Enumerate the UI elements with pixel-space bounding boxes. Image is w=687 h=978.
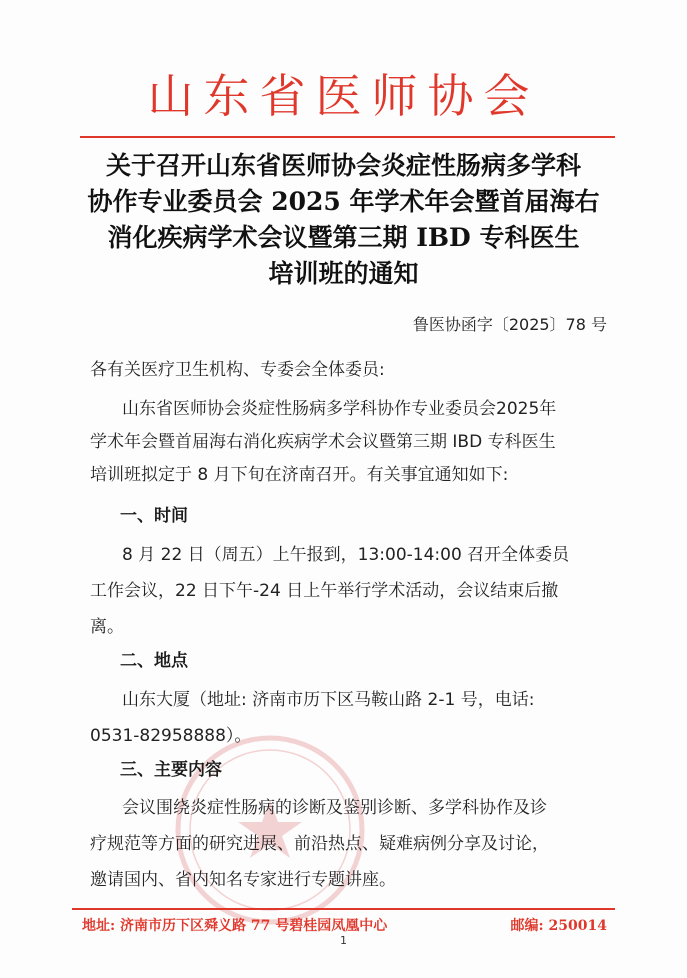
section-heading-location: 二、地点	[120, 651, 188, 671]
footer-postcode: 邮编: 250014	[510, 918, 607, 934]
paragraph-line: 山东大厦（地址: 济南市历下区马鞍山路 2-1 号，电话:	[122, 690, 535, 710]
paragraph-line: 疗规范等方面的研究进展、前沿热点、疑难病例分享及讨论，	[90, 834, 549, 854]
paragraph-line: 山东省医师协会炎症性肠病多学科协作专业委员会2025年	[122, 399, 557, 419]
paragraph-line: 培训班拟定于 8 月下旬在济南召开。有关事宜通知如下:	[90, 465, 509, 485]
paragraph-line: 离。	[90, 617, 124, 637]
title-line: 培训班的通知	[268, 259, 419, 288]
salutation-text: 各有关医疗卫生机构、专委会全体委员:	[90, 360, 385, 380]
section-heading-time: 一、时间	[120, 506, 188, 526]
document-title	[60, 148, 627, 292]
org-letterhead-title: 山东省医师协会	[147, 69, 540, 123]
document-number: 鲁医协函字〔2025〕78 号	[412, 315, 607, 334]
section-heading-content: 三、主要内容	[120, 760, 222, 780]
paragraph-line: 8 月 22 日（周五）上午报到，13:00-14:00 召开全体委员	[122, 545, 570, 565]
page-number: 1	[340, 934, 347, 947]
title-line: 消化疾病学术会议暨第三期 IBD 专科医生	[107, 223, 580, 252]
paragraph-line: 学术年会暨首届海右消化疾病学术会议暨第三期 IBD 专科医生	[90, 432, 556, 452]
paragraph-line: 邀请国内、省内知名专家进行专题讲座。	[90, 870, 396, 890]
title-line: 协作专业委员会 2025 年学术年会暨首届海右	[87, 187, 600, 216]
footer-address: 地址: 济南市历下区舜义路 77 号碧桂园凤凰中心	[82, 918, 388, 934]
letterhead-divider	[80, 136, 615, 138]
paragraph-line: 工作会议，22 日下午-24 日上午举行学术活动，会议结束后撤	[90, 581, 559, 601]
footer-divider	[72, 908, 615, 910]
paragraph-line: 0531-82958888）。	[90, 726, 252, 746]
paragraph-line: 会议围绕炎症性肠病的诊断及鉴别诊断、多学科协作及诊	[122, 798, 547, 818]
title-line: 关于召开山东省医师协会炎症性肠病多学科	[105, 151, 581, 180]
